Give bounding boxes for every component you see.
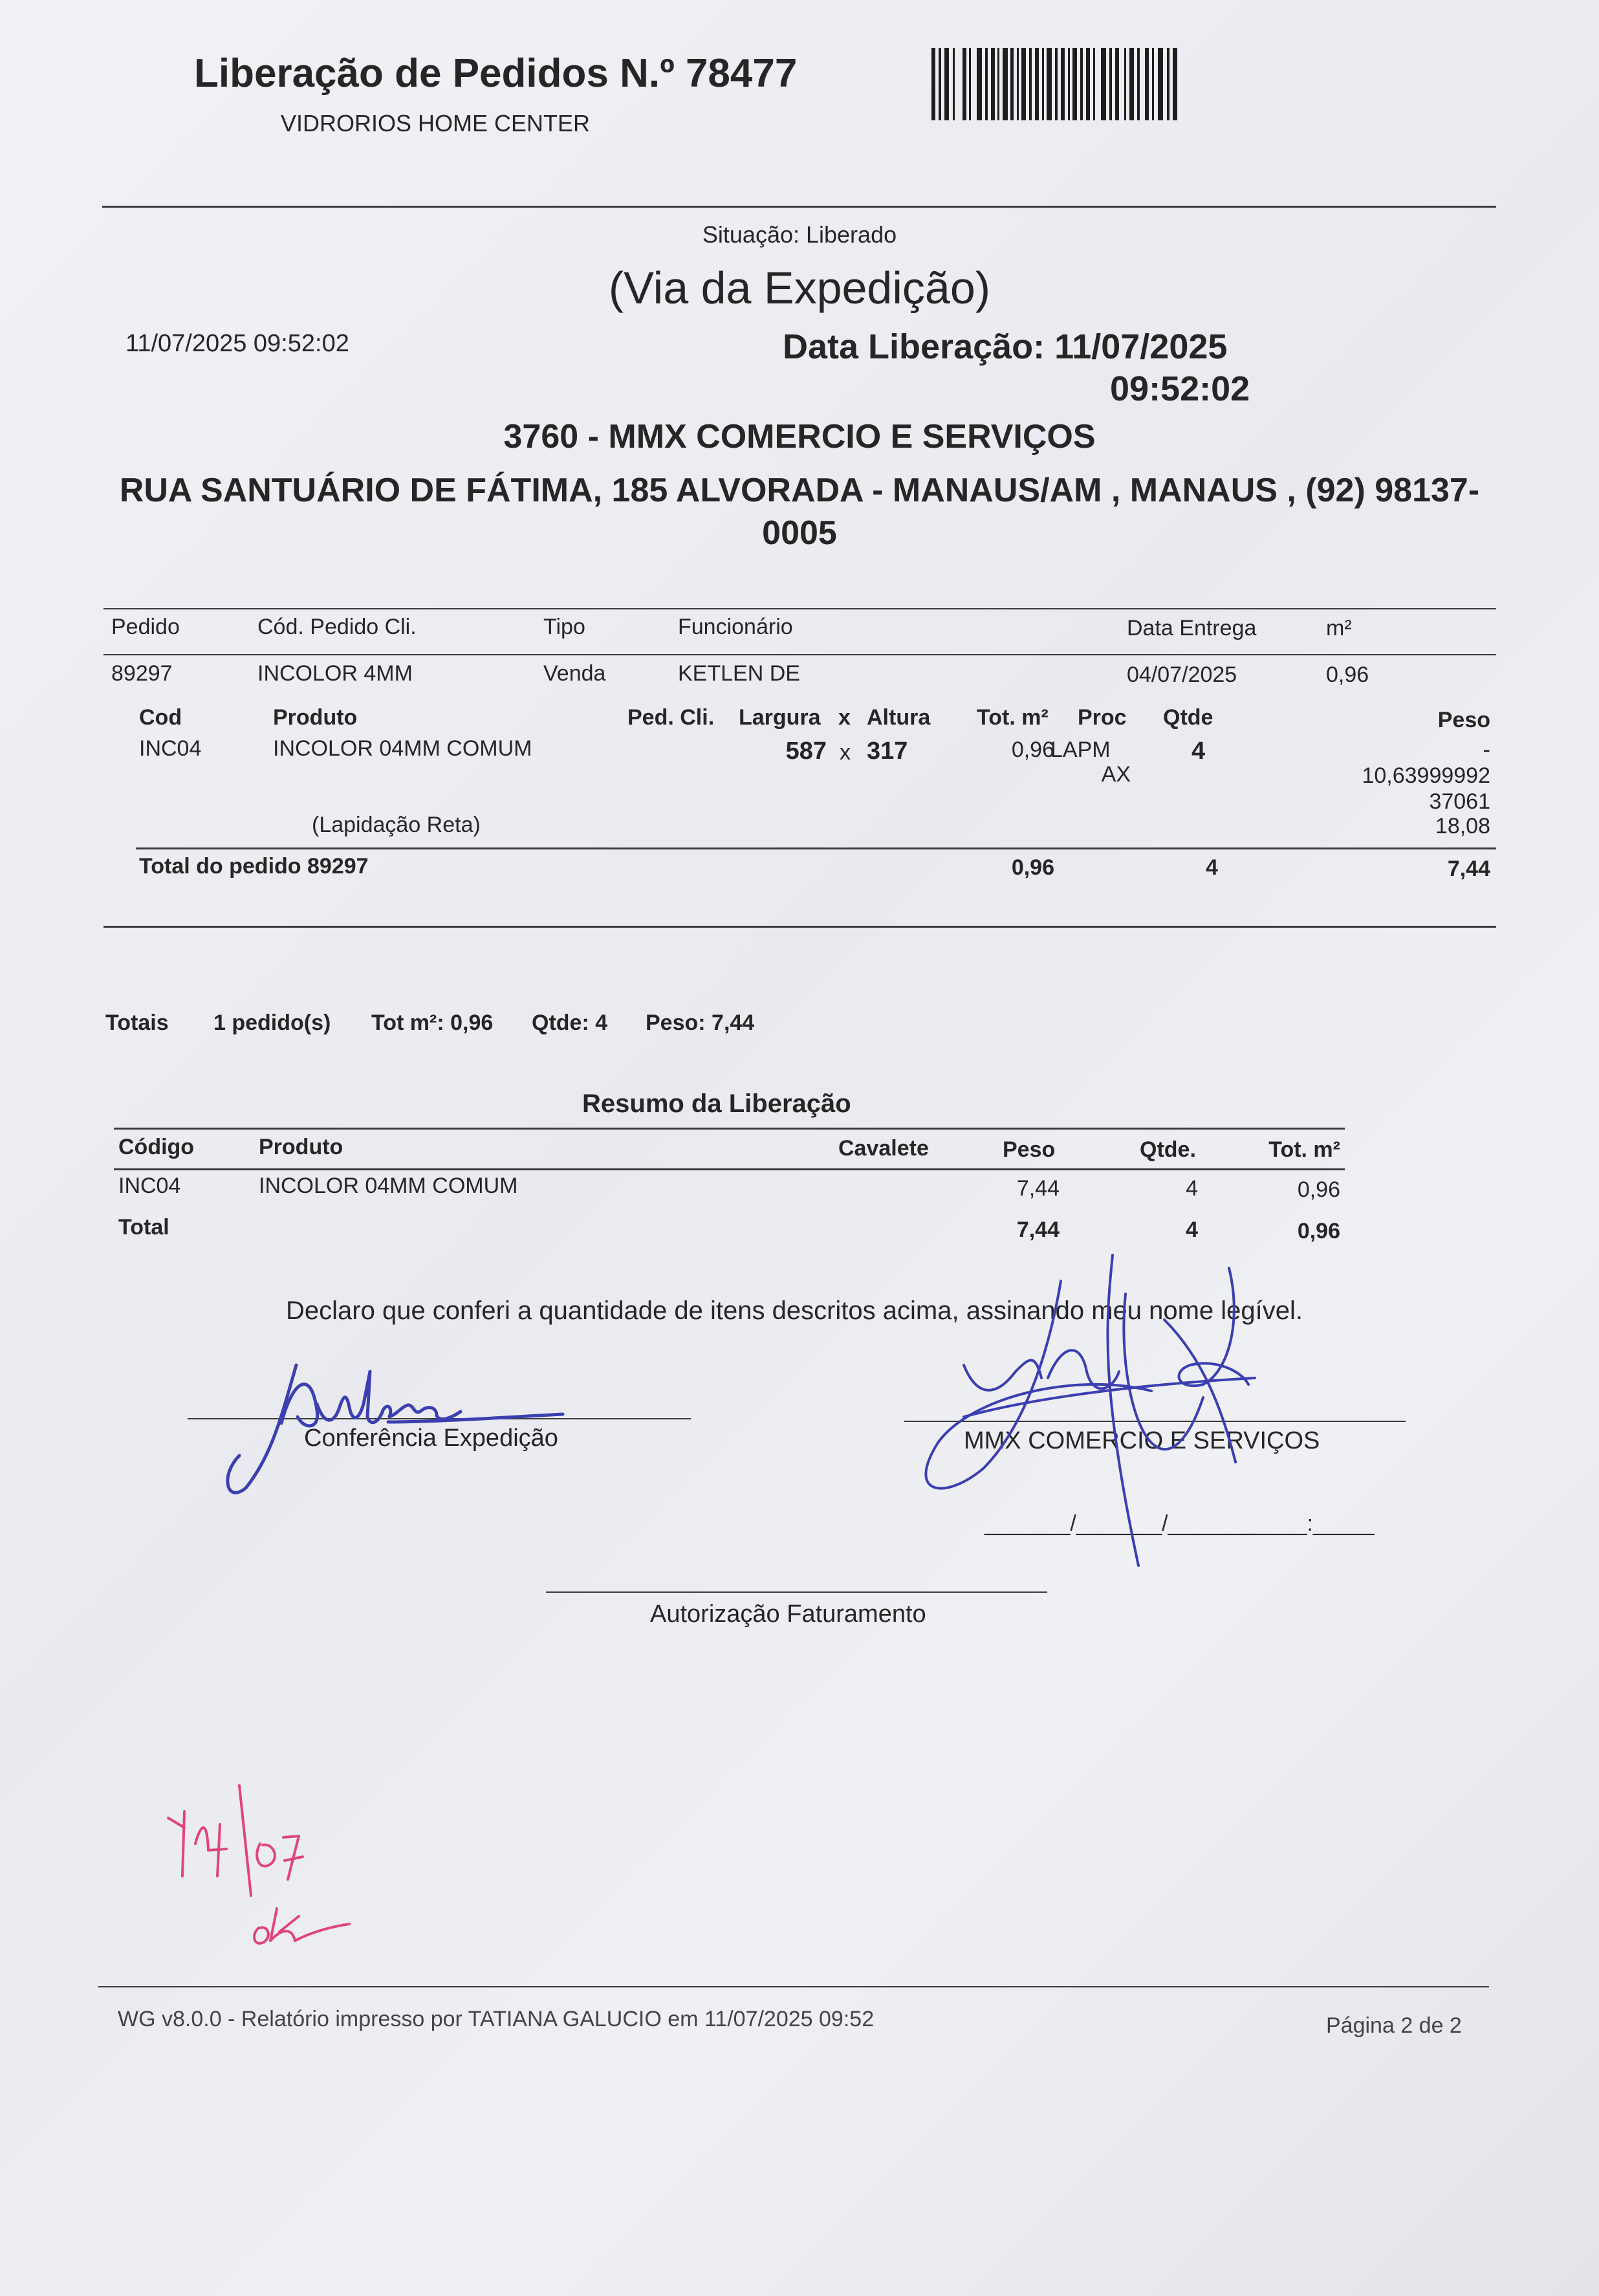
col-header-pedido: Pedido	[111, 615, 180, 639]
handwritten-note-icon	[155, 1747, 362, 1960]
item-header-x: x	[838, 705, 851, 730]
totals-label: Totais	[105, 1011, 169, 1035]
item-x: x	[840, 740, 851, 765]
time-blank: _____:_____	[1246, 1511, 1375, 1536]
summary-header-tot-m2: Tot. m²	[1268, 1137, 1340, 1162]
divider	[102, 206, 1496, 208]
footer-page: Página 2 de 2	[1326, 2013, 1462, 2038]
summary-total-qty: 4	[1186, 1218, 1198, 1242]
company-name: VIDRORIOS HOME CENTER	[281, 110, 591, 137]
barcode-icon	[931, 48, 1177, 120]
signature-label-bottom: Autorização Faturamento	[650, 1601, 926, 1628]
col-header-m2: m²	[1326, 616, 1352, 640]
summary-header-peso: Peso	[1003, 1137, 1056, 1162]
item-weight-line4: 18,08	[1435, 814, 1490, 838]
item-tot-m2: 0,96	[1011, 738, 1054, 762]
via-label: (Via da Expedição)	[608, 263, 991, 313]
item-header-cod: Cod	[139, 705, 182, 730]
item-product: INCOLOR 04MM COMUM	[273, 736, 532, 761]
right-signature-icon	[867, 1229, 1268, 1579]
item-header-tot-m2: Tot. m²	[977, 705, 1049, 730]
item-note: (Lapidação Reta)	[312, 813, 481, 837]
divider	[103, 654, 1496, 655]
item-weight-line3: 37061	[1429, 789, 1490, 814]
totals-m2: Tot m²: 0,96	[371, 1011, 494, 1035]
order-type: Venda	[543, 661, 606, 686]
status-text: Situação: Liberado	[702, 221, 897, 248]
signature-line-bottom	[546, 1591, 1047, 1593]
item-height: 317	[867, 738, 908, 765]
col-header-data-entrega: Data Entrega	[1127, 616, 1257, 640]
item-proc-line2: AX	[1101, 762, 1131, 787]
summary-m2: 0,96	[1297, 1177, 1340, 1202]
summary-title: Resumo da Liberação	[582, 1089, 851, 1118]
summary-header-cavalete: Cavalete	[838, 1136, 929, 1161]
summary-total-weight: 7,44	[1016, 1218, 1060, 1242]
employee: KETLEN DE	[678, 661, 800, 686]
order-m2: 0,96	[1326, 662, 1369, 687]
summary-total-m2: 0,96	[1297, 1219, 1340, 1243]
signature-label-right: MMX COMERCIO E SERVIÇOS	[964, 1427, 1320, 1454]
declaration-text: Declaro que conferi a quantidade de itens descritos acima, assinando meu nome legível.	[286, 1296, 1303, 1325]
item-header-altura: Altura	[867, 705, 931, 730]
order-total-qty: 4	[1206, 855, 1218, 880]
divider	[103, 926, 1496, 928]
client-order-code: INCOLOR 4MM	[257, 661, 413, 686]
date-blank: _______/_______/_______	[984, 1511, 1254, 1536]
summary-header-produto: Produto	[259, 1135, 343, 1159]
summary-qty: 4	[1186, 1176, 1198, 1201]
signature-label-left: Conferência Expedição	[304, 1425, 558, 1452]
summary-total-label: Total	[118, 1215, 169, 1240]
left-signature-icon	[220, 1346, 582, 1507]
item-header-produto: Produto	[273, 705, 358, 730]
divider	[114, 1128, 1345, 1130]
item-header-proc: Proc	[1078, 705, 1127, 730]
divider	[114, 1168, 1345, 1170]
totals-weight: Peso: 7,44	[646, 1011, 755, 1035]
divider	[103, 608, 1496, 609]
summary-product: INCOLOR 04MM COMUM	[259, 1174, 518, 1198]
totals-qty: Qtde: 4	[532, 1011, 608, 1035]
divider	[98, 1986, 1489, 1987]
item-width: 587	[785, 738, 827, 765]
order-total-weight: 7,44	[1447, 857, 1490, 881]
col-header-funcionario: Funcionário	[678, 615, 793, 639]
summary-header-codigo: Código	[118, 1135, 195, 1159]
col-header-tipo: Tipo	[543, 615, 585, 639]
col-header-cod-pedido-cli: Cód. Pedido Cli.	[257, 615, 417, 639]
document-title: Liberação de Pedidos N.º 78477	[194, 51, 798, 96]
client-name: 3760 - MMX COMERCIO E SERVIÇOS	[503, 418, 1096, 455]
divider	[136, 847, 1496, 849]
liberation-time: 09:52:02	[1110, 369, 1250, 408]
summary-weight: 7,44	[1016, 1176, 1060, 1201]
summary-header-qtde: Qtde.	[1140, 1137, 1196, 1162]
item-qty: 4	[1191, 738, 1206, 765]
print-datetime: 11/07/2025 09:52:02	[125, 330, 349, 357]
item-header-ped-cli: Ped. Cli.	[627, 705, 715, 730]
item-weight-line1: -	[1483, 738, 1490, 762]
order-total-m2: 0,96	[1011, 855, 1054, 880]
footer-printed-by: WG v8.0.0 - Relatório impresso por TATIANA GALUCIO em 11/07/2025 09:52	[118, 2007, 875, 2031]
order-number: 89297	[111, 661, 173, 686]
totals-orders: 1 pedido(s)	[213, 1011, 331, 1035]
summary-code: INC04	[118, 1174, 181, 1198]
item-header-qtde: Qtde	[1163, 705, 1213, 730]
item-header-peso: Peso	[1437, 708, 1490, 732]
order-total-label: Total do pedido 89297	[139, 854, 369, 879]
item-header-largura: Largura	[739, 705, 821, 730]
delivery-date: 04/07/2025	[1127, 662, 1237, 687]
item-code: INC04	[139, 736, 202, 761]
item-weight-line2: 10,63999992	[1362, 763, 1490, 788]
client-address: RUA SANTUÁRIO DE FÁTIMA, 185 ALVORADA - MANAUS/AM , MANAUS , (92) 98137-0005	[119, 472, 1480, 552]
item-proc-line1: LAPM	[1050, 738, 1111, 762]
liberation-date: Data Liberação: 11/07/2025	[783, 327, 1228, 366]
